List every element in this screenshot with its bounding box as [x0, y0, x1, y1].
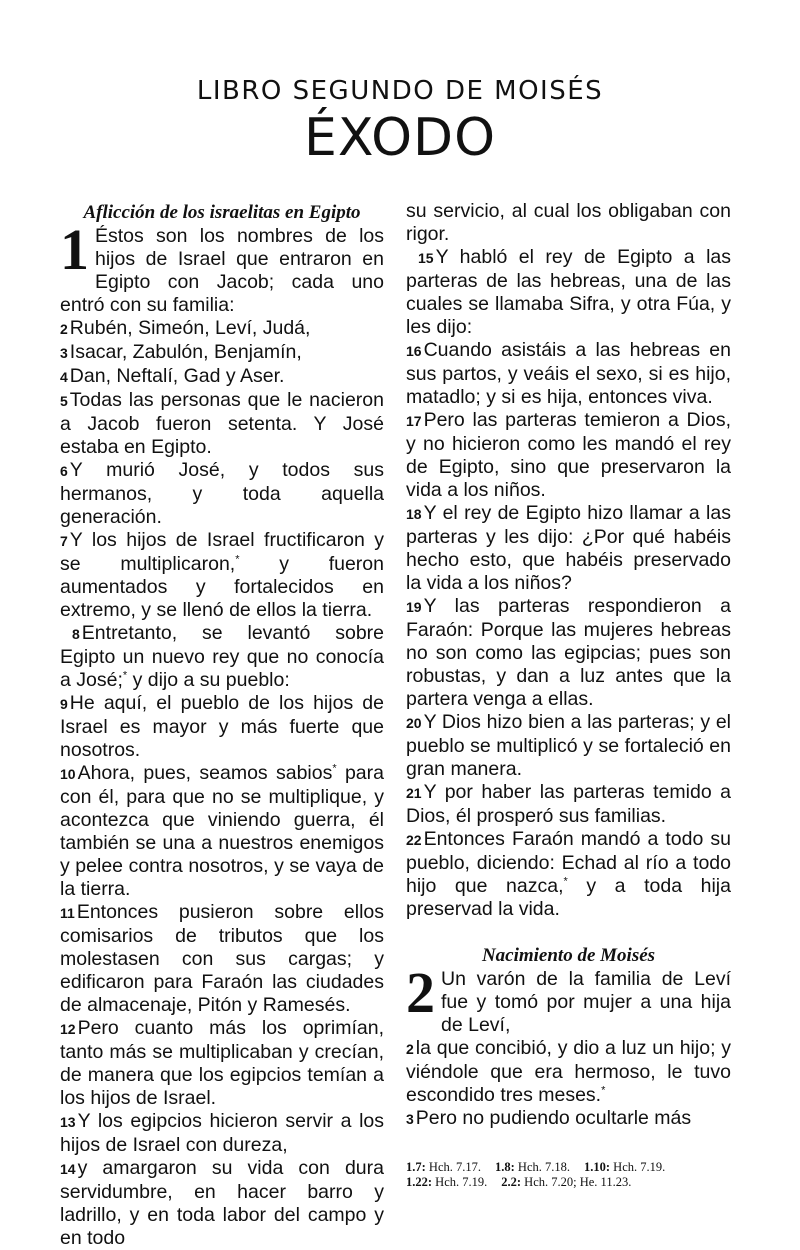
verse [406, 502, 731, 595]
verse [406, 828, 731, 921]
verse-text: Y los egipcios hicieron servir a los hijos de Israel con dureza, [60, 1110, 384, 1156]
verse-number: 2 [60, 321, 68, 337]
verse [60, 622, 384, 692]
footnote-marker: * [332, 762, 337, 775]
verse [406, 1107, 731, 1131]
footnote-marker: * [601, 1084, 606, 1097]
book-subtitle: LIBRO SEGUNDO DE MOISÉS [196, 76, 604, 106]
verse [60, 1110, 384, 1157]
verse-text: Cuando asistáis a las hebreas en sus partos, y veáis el sexo, si es hijo, matadlo; y si es hija, entonces viva. [406, 339, 731, 408]
verse-number: 12 [60, 1021, 76, 1037]
verse-number: 9 [60, 696, 68, 712]
footnote-marker: * [122, 669, 128, 682]
verse-text: Pero las parteras temieron a Dios, y no hicieron como les mandó el rey de Egipto, sino que preservaron la vida a los niños. [406, 409, 731, 501]
section-heading: Aflicción de los israelitas en Egipto [83, 202, 361, 223]
verse-text: Y habló el rey de Egipto a las parteras de las hebreas, una de las cuales se llamaba Sifra, y otra Fúa, y les dijo: [406, 246, 731, 338]
footnote-line [406, 1175, 731, 1190]
verse [60, 692, 384, 762]
verse-number: 11 [60, 905, 75, 921]
verse [60, 762, 384, 901]
footnote-ref: 1.7: Hch. 7.17. [406, 1160, 481, 1174]
footnote-ref-label: 1.10: [584, 1160, 611, 1174]
verse-text: Y por haber las parteras temido a Dios, él prosperó sus familias. [406, 781, 731, 827]
verse-number: 20 [406, 715, 422, 731]
footnote-marker: * [235, 553, 240, 566]
verse-text: Y murió José, y todos sus hermanos, y toda aquella generación. [60, 459, 384, 528]
verse-number: 22 [406, 832, 422, 848]
verse-number: 3 [406, 1111, 414, 1127]
verse-number: 10 [60, 766, 76, 782]
verse-text: y amargaron su vida con dura servidumbre, en hacer barro y ladrillo, y en toda labor del campo y en todo [60, 1157, 384, 1249]
verse-number: 14 [60, 1161, 76, 1177]
verse-number: 3 [60, 345, 68, 361]
verse [406, 339, 731, 409]
verse-number: 8 [72, 626, 80, 642]
footnote-ref-label: 1.7: [406, 1160, 426, 1174]
verse [60, 529, 384, 622]
verse [60, 1157, 384, 1250]
verse [60, 341, 384, 365]
verse-number: 17 [406, 413, 422, 429]
verse-text: Entretanto, se levantó sobre Egipto un nuevo rey que no conocía a José; [60, 622, 384, 691]
verse [406, 409, 731, 502]
left-column-body [60, 217, 384, 1250]
verse-text: Y el rey de Egipto hizo llamar a las parteras y les dijo: ¿Por qué habéis hecho esto, que habéis preservado la vida a los niños? [406, 502, 731, 594]
left-column [60, 200, 384, 1250]
footnote-ref: 1.22: Hch. 7.19. [406, 1175, 488, 1189]
footnote-ref: 1.8: Hch. 7.18. [495, 1160, 570, 1174]
verse-number: 2 [406, 1041, 414, 1057]
verse-text: Y los hijos de Israel fructificaron y se multiplicaron, [60, 529, 384, 575]
verse-text: y a toda hija preservad la vida. [406, 875, 731, 920]
right-column [406, 200, 731, 1131]
chapter-number: 2 [406, 960, 435, 1025]
verse-text: Y las parteras respondieron a Faraón: Porque las mujeres hebreas no son como las egipcias; pues son robustas, y dan a luz antes que la partera venga a ellas. [406, 595, 731, 710]
verse-text: para con él, para que no se multiplique, y acontezca que viniendo guerra, él también se una a nuestros enemigos y pelee contra nosotros, y se vaya de la tierra. [60, 762, 384, 900]
verse [406, 1037, 731, 1107]
book-title: ÉXODO [303, 108, 497, 168]
verse [60, 365, 384, 389]
verse-text: la que concibió, y dio a luz un hijo; y viéndole que era hermoso, le tuvo escondido tres meses. [406, 1037, 731, 1106]
verse [406, 595, 731, 711]
verse-text: Ahora, pues, seamos sabios [77, 762, 333, 784]
verse-number: 13 [60, 1114, 76, 1130]
verse-number: 18 [406, 506, 422, 522]
section-heading-2: Nacimiento de Moisés [481, 945, 656, 966]
verse [60, 217, 384, 317]
verse-text: y dijo a su pueblo: [127, 669, 290, 691]
footnote-ref-label: 1.8: [495, 1160, 515, 1174]
right-column-body [406, 246, 731, 921]
verse-text: Y Dios hizo bien a las parteras; y el pueblo se multiplicó y se fortaleció en gran manera. [406, 711, 731, 780]
verse-text: Pero cuanto más los oprimían, tanto más se multiplicaban y crecían, de manera que los egipcios temían a los hijos de Israel. [60, 1017, 384, 1109]
footnote-ref: 2.2: Hch. 7.20; He. 11.23. [501, 1175, 632, 1189]
verse [406, 781, 731, 828]
verse-text: y fueron aumentados y fortalecidos en extremo, y se llenó de ellos la tierra. [60, 553, 384, 621]
verse [60, 1017, 384, 1110]
verse-number: 21 [406, 785, 422, 801]
verse [60, 901, 384, 1017]
verse-number: 7 [60, 533, 68, 549]
footnote-ref-label: 1.22: [406, 1175, 433, 1189]
verse-text: Entonces Faraón mandó a todo su pueblo, diciendo: Echad al río a todo hijo que nazca, [406, 828, 731, 897]
verse-number: 6 [60, 463, 68, 479]
footnotes [406, 1160, 731, 1190]
verse-text: Dan, Neftalí, Gad y Aser. [69, 365, 285, 387]
verse-text: Entonces pusieron sobre ellos comisarios de tributos que los molestasen con sus cargas; y edificaron para Faraón las ciudades de almacenaje, Pitón y Ramesés. [60, 901, 384, 1016]
verse [406, 960, 731, 1037]
verse-number: 16 [406, 343, 422, 359]
verse-text: Todas las personas que le nacieron a Jacob fueron setenta. Y José estaba en Egipto. [60, 389, 384, 458]
chapter-number: 1 [60, 217, 89, 282]
verse-continuation: su servicio, al cual los obligaban con rigor. [406, 200, 731, 245]
right-column-body-2 [406, 960, 731, 1131]
footnote-ref: 1.10: Hch. 7.19. [584, 1160, 666, 1174]
verse-text: Éstos son los nombres de los hijos de Israel que entraron en Egipto con Jacob; cada uno entró con su familia: [60, 225, 384, 316]
verse-number: 19 [406, 599, 422, 615]
verse-text: Un varón de la familia de Leví fue y tomó por mujer a una hija de Leví, [441, 968, 731, 1036]
verse [60, 317, 384, 341]
footnote-ref-label: 2.2: [501, 1175, 522, 1189]
verse [406, 246, 731, 339]
verse-number: 4 [60, 369, 68, 385]
footnote-marker: * [563, 875, 568, 888]
footnote-line [406, 1160, 731, 1175]
verse-text: Isacar, Zabulón, Benjamín, [69, 341, 302, 363]
verse-number: 15 [418, 250, 434, 266]
verse-number: 5 [60, 393, 68, 409]
verse [60, 389, 384, 459]
verse-text: Pero no pudiendo ocultarle más [415, 1107, 692, 1129]
verse [406, 711, 731, 781]
verse-text: He aquí, el pueblo de los hijos de Israel es mayor y más fuerte que nosotros. [60, 692, 384, 761]
verse [60, 459, 384, 529]
verse-text: Rubén, Simeón, Leví, Judá, [69, 317, 311, 339]
